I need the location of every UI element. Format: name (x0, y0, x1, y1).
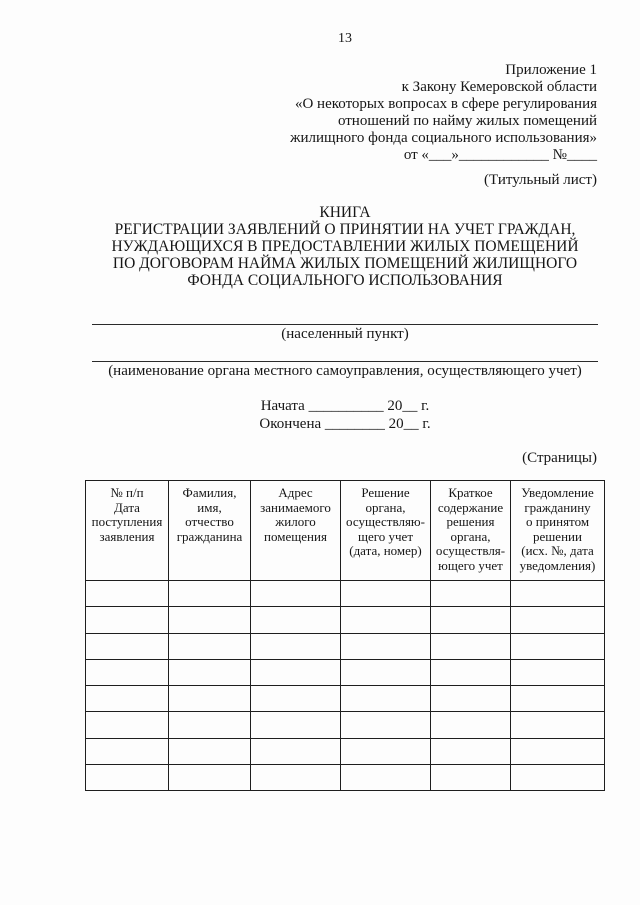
table-cell (511, 607, 605, 633)
table-cell (431, 738, 511, 764)
table-cell (251, 607, 341, 633)
table-cell (251, 581, 341, 607)
table-cell (251, 686, 341, 712)
table-cell (86, 686, 169, 712)
column-header-line: содержание (437, 499, 504, 515)
appendix-line: к Закону Кемеровской области (401, 79, 597, 95)
column-header-line: органа, (450, 528, 491, 544)
table-cell (341, 712, 431, 738)
column-header-line: Уведомление (521, 485, 594, 500)
table-cell (251, 633, 341, 659)
column-header-line: уведомления) (519, 557, 596, 573)
column-header-line: Дата (114, 499, 140, 515)
table-row (86, 764, 605, 790)
table-cell (86, 712, 169, 738)
table-cell (341, 659, 431, 685)
column-header-line: (исх. №, дата (521, 543, 594, 559)
table-cell (169, 607, 251, 633)
column-header-line: поступления (91, 514, 163, 530)
table-cell (251, 738, 341, 764)
column-header-number-date (86, 481, 169, 581)
column-header-decision-summary (431, 481, 511, 581)
table-cell (431, 686, 511, 712)
table-cell (341, 738, 431, 764)
table-row (86, 581, 605, 607)
appendix-date-number-line: от «___»____________ №____ (403, 147, 597, 163)
table-cell (431, 764, 511, 790)
column-header-line: осуществля- (435, 543, 506, 559)
column-header-line: о принятом (525, 514, 590, 530)
appendix-line: жилищного фонда социального использования» (290, 130, 597, 146)
column-header-line: № п/п (110, 485, 144, 500)
column-header-line: органа, (365, 499, 406, 515)
column-header-line: решении (533, 528, 582, 544)
table-row (86, 738, 605, 764)
table-cell (169, 633, 251, 659)
table-cell (169, 738, 251, 764)
column-header-line: жилого (275, 514, 316, 530)
column-header-line: Краткое (448, 485, 493, 500)
column-header-line: имя, (197, 499, 222, 515)
settlement-caption: (населенный пункт) (281, 326, 409, 342)
title-line: ФОНДА СОЦИАЛЬНОГО ИСПОЛЬЗОВАНИЯ (187, 272, 503, 289)
table-row (86, 659, 605, 685)
pages-label: (Страницы) (522, 450, 597, 466)
column-header-line: решения (446, 514, 495, 530)
title-line: КНИГА (319, 204, 371, 221)
table-row (86, 633, 605, 659)
registration-table (85, 480, 605, 791)
table-cell (511, 738, 605, 764)
column-header-full-name (169, 481, 251, 581)
column-header-address (251, 481, 341, 581)
table-row (86, 686, 605, 712)
table-cell (341, 581, 431, 607)
table-cell (511, 712, 605, 738)
table-cell (511, 659, 605, 685)
finished-date-line: Окончена ________ 20__ г. (259, 416, 431, 432)
started-date-line: Начата __________ 20__ г. (260, 398, 430, 414)
appendix-line: отношений по найму жилых помещений (337, 113, 597, 129)
table-cell (431, 633, 511, 659)
table-row (86, 607, 605, 633)
table-cell (169, 764, 251, 790)
table-cell (511, 633, 605, 659)
column-header-line: Решение (361, 485, 410, 500)
table-cell (511, 764, 605, 790)
column-header-line: заявления (99, 528, 155, 544)
table-cell (511, 581, 605, 607)
column-header-line: Фамилия, (182, 485, 237, 500)
table-cell (251, 712, 341, 738)
table-cell (251, 659, 341, 685)
authority-blank-line (92, 361, 598, 362)
column-header-line: помещения (264, 528, 327, 544)
table-cell (431, 712, 511, 738)
table-header-row (86, 481, 605, 581)
column-header-decision (341, 481, 431, 581)
table-cell (169, 659, 251, 685)
column-header-line: Адрес (278, 485, 313, 500)
table-cell (341, 607, 431, 633)
appendix-reference (267, 62, 597, 164)
table-cell (86, 607, 169, 633)
table-cell (431, 607, 511, 633)
column-header-notification (511, 481, 605, 581)
title-line: ПО ДОГОВОРАМ НАЙМА ЖИЛЫХ ПОМЕЩЕНИЙ ЖИЛИЩНОГО (112, 255, 578, 272)
table-cell (341, 764, 431, 790)
table-cell (431, 659, 511, 685)
table-cell (251, 764, 341, 790)
table-cell (341, 686, 431, 712)
column-header-line: гражданину (524, 499, 591, 515)
column-header-line: отчество (185, 514, 234, 530)
title-line: НУЖДАЮЩИХСЯ В ПРЕДОСТАВЛЕНИИ ЖИЛЫХ ПОМЕЩЕНИЙ (111, 238, 579, 255)
table-cell (169, 712, 251, 738)
table-cell (431, 581, 511, 607)
document-title (90, 204, 600, 289)
column-header-line: осуществляю- (346, 514, 425, 530)
table-cell (86, 738, 169, 764)
authority-caption: (наименование органа местного самоуправления, осуществляющего учет) (108, 363, 582, 379)
table-cell (169, 581, 251, 607)
column-header-line: занимаемого (260, 499, 331, 515)
table-cell (86, 581, 169, 607)
settlement-blank-line (92, 324, 598, 325)
table-cell (169, 686, 251, 712)
table-row (86, 712, 605, 738)
column-header-line: ющего учет (438, 557, 503, 573)
appendix-line: Приложение 1 (505, 62, 597, 78)
page-number: 13 (338, 31, 352, 46)
table-cell (86, 764, 169, 790)
table-cell (511, 686, 605, 712)
sheet-label: (Титульный лист) (484, 172, 597, 188)
column-header-line: гражданина (176, 528, 243, 544)
column-header-line: щего учет (357, 528, 414, 544)
table-cell (86, 633, 169, 659)
column-header-line: (дата, номер) (349, 543, 422, 559)
title-line: РЕГИСТРАЦИИ ЗАЯВЛЕНИЙ О ПРИНЯТИИ НА УЧЕТ ГРАЖДАН, (114, 221, 576, 238)
table-cell (341, 633, 431, 659)
appendix-line: «О некоторых вопросах в сфере регулирования (294, 96, 597, 112)
table-cell (86, 659, 169, 685)
